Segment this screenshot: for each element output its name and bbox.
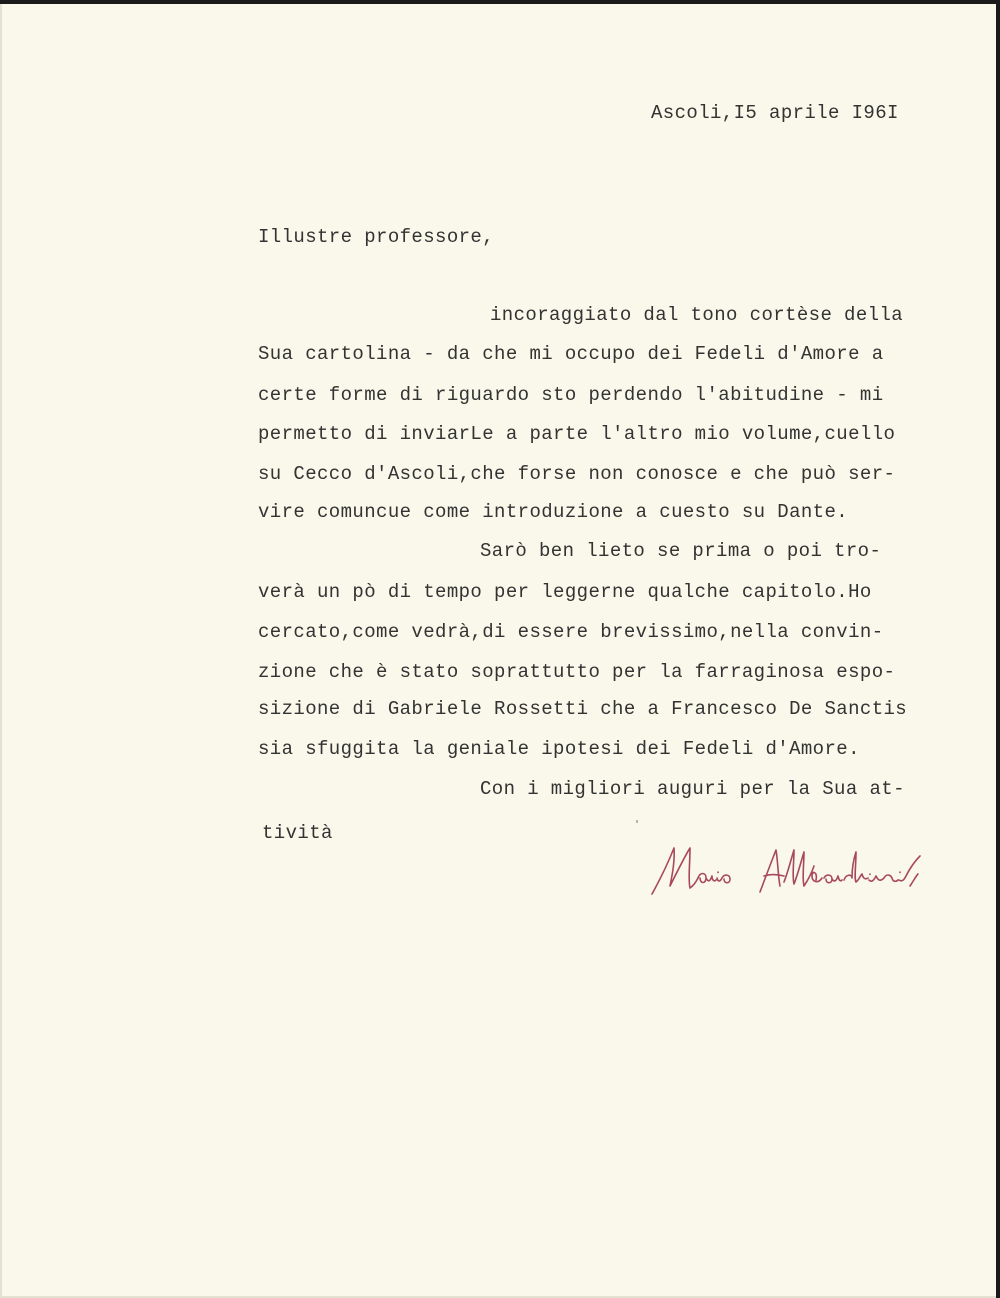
body-line: certe forme di riguardo sto perdendo l'abitudine - mi <box>258 384 884 406</box>
body-line: cercato,come vedrà,di essere brevissimo,nella convin- <box>258 621 884 643</box>
body-line: verà un pò di tempo per leggerne qualche capitolo.Ho <box>258 581 872 603</box>
closing-line: tività <box>262 822 333 844</box>
body-line: Sua cartolina - da che mi occupo dei Fedeli d'Amore a <box>258 343 884 365</box>
body-line: vire comuncue come introduzione a cuesto su Dante. <box>258 501 849 523</box>
body-line: su Cecco d'Ascoli,che forse non conosce e che può ser- <box>258 463 896 485</box>
body-line: sizione di Gabriele Rossetti che a Francesco De Sanctis <box>258 698 908 720</box>
signature-graphic <box>648 836 948 906</box>
letter-date: Ascoli,I5 aprile I96I <box>651 102 899 124</box>
letter-salutation: Illustre professore, <box>258 226 495 248</box>
body-line: Sarò ben lieto se prima o poi tro- <box>480 540 882 562</box>
closing-line: Con i migliori auguri per la Sua at- <box>480 778 905 800</box>
handwritten-signature <box>648 836 948 906</box>
body-line: permetto di inviarLe a parte l'altro mio volume,cuello <box>258 423 896 445</box>
paper-speck <box>636 820 638 823</box>
scan-edge-right <box>996 0 1000 1298</box>
body-line: zione che è stato soprattutto per la farraginosa espo- <box>258 661 896 683</box>
scan-edge-top <box>0 0 1000 4</box>
body-line: incoraggiato dal tono cortèse della <box>490 304 904 326</box>
body-line: sia sfuggita la geniale ipotesi dei Fedeli d'Amore. <box>258 738 860 760</box>
